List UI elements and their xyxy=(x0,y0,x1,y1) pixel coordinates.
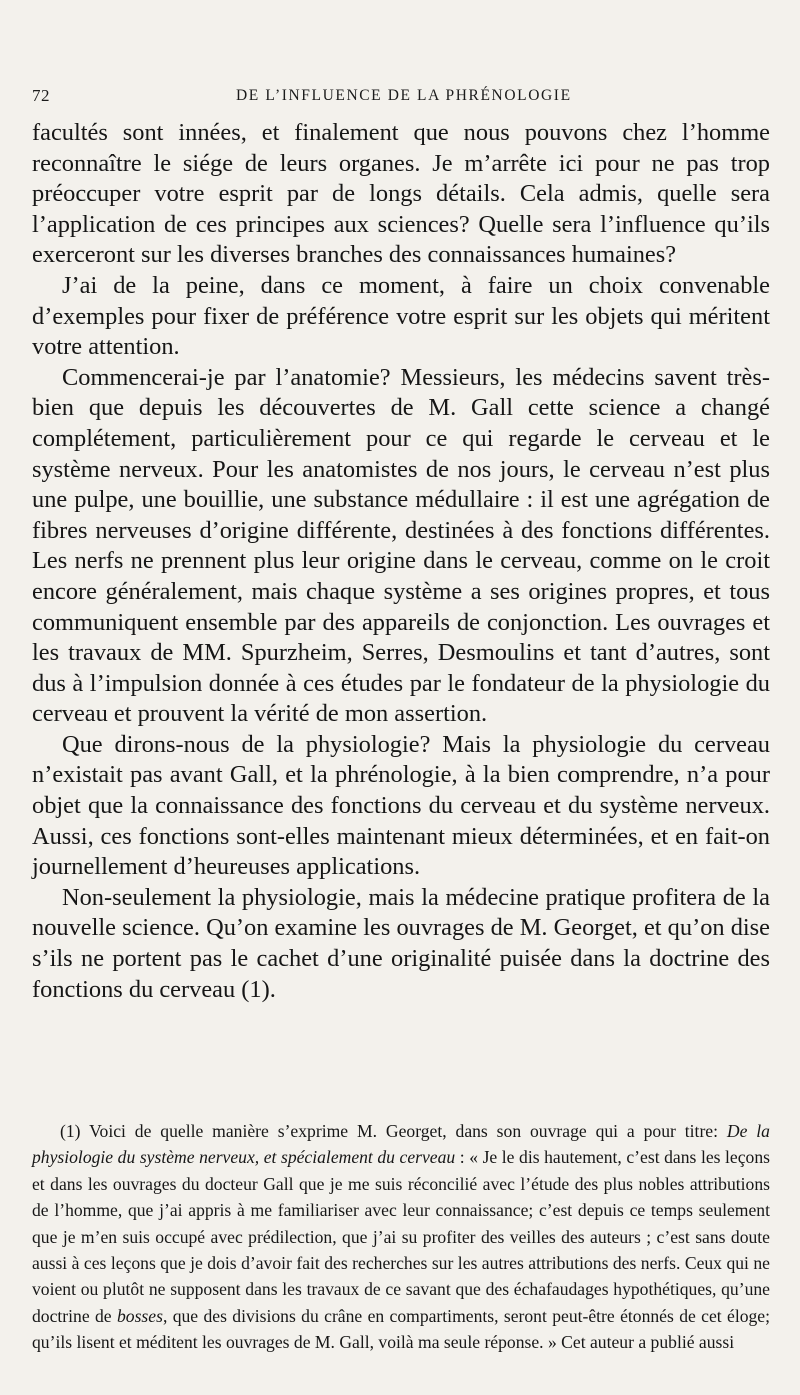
footnote-lead: (1) Voici de quelle manière s’exprime M. Georget, dans son ouvrage qui a pour titre: xyxy=(60,1121,727,1141)
page-number: 72 xyxy=(32,86,50,105)
main-text xyxy=(32,118,770,1005)
paragraph-4: Que dirons-nous de la physiologie? Mais la physiologie du cerveau n’existait pas avant Gall, et la phrénologie, à la bien comprendre, n’a pour objet que la connaissance des fonctions du cerveau et du système nerveux. Aussi, ces fonctions sont-elles maintenant mieux déterminées, et en fait-on journellement d’heureuses applications. xyxy=(32,730,770,881)
paragraph-3: Commencerai-je par l’anatomie? Messieurs, les médecins savent très-bien que depuis les découvertes de M. Gall cette science a changé complétement, particulièrement pour ce qui regarde le cerveau et le système nerveux. Pour les anatomistes de nos jours, le cerveau n’est plus une pulpe, une bouillie, une substance médullaire : il est une agrégation de fibres nerveuses d’origine différente, destinées à des fonctions différentes. Les nerfs ne prennent plus leur origine dans le cerveau, comme on le croit encore généralement, mais chaque système a ses origines propres, et tous communiquent ensemble par des appareils de conjonction. Les ouvrages et les travaux de MM. Spurzheim, Serres, Desmoulins et tant d’autres, sont dus à l’impulsion donnée à ces études par le fondateur de la physiologie du cerveau et prouvent la vérité de mon assertion. xyxy=(32,363,770,728)
footnote-book-title: De la physiologie du système nerveux, et spécialement du cerveau xyxy=(32,1121,770,1168)
page-header xyxy=(32,86,772,112)
footnote-quote: : « Je le dis hautement, c’est dans les leçons et dans les ouvrages du docteur Gall que je me suis réconcilié avec l’étude des plus nobles attributions de l’homme, que j’ai appris à me familiariser avec leur connaissance; c’est depuis ce temps seulement que je m’en suis occupé avec prédilection, que j’ai su profiter des veilles des auteurs ; c’est sans doute aussi à ces leçons que je dois d’avoir fait des recherches sur les autres attributions des nerfs. Ceux qui ne voient ou plutôt ne supposent dans les travaux de ce savant que des échafaudages hypothétiques, qu’une doctrine de xyxy=(32,1147,770,1326)
footnote-bosses: bosses xyxy=(116,1305,163,1326)
footnote-1 xyxy=(32,1118,770,1356)
paragraph-5: Non-seulement la physiologie, mais la médecine pratique profitera de la nouvelle science. Qu’on examine les ouvrages de M. Georget, et qu’on dise s’ils ne portent pas le cachet d’une originalité puisée dans la doctrine des fonctions du cerveau (1). xyxy=(32,883,770,1003)
running-head: DE L’INFLUENCE DE LA PHRÉNOLOGIE xyxy=(236,87,572,104)
footnote-area xyxy=(32,1118,770,1356)
paragraph-1: facultés sont innées, et finalement que nous pouvons chez l’homme reconnaître le siége de leurs organes. Je m’arrête ici pour ne pas trop préoccuper votre esprit par de longs détails. Cela admis, quelle sera l’application de ces principes aux sciences? Quelle sera l’influence qu’ils exerceront sur les diverses branches des connaissances humaines? xyxy=(32,119,770,269)
paragraph-2: J’ai de la peine, dans ce moment, à faire un choix convenable d’exemples pour fixer de préférence votre esprit sur les objets qui méritent votre attention. xyxy=(32,271,770,361)
footnote-end: , que des divisions du crâne en compartiments, seront peut-être étonnés de cet éloge; qu’ils lisent et méditent les ouvrages de M. Gall, voilà ma seule réponse. » Cet auteur a publié aussi xyxy=(32,1305,771,1353)
